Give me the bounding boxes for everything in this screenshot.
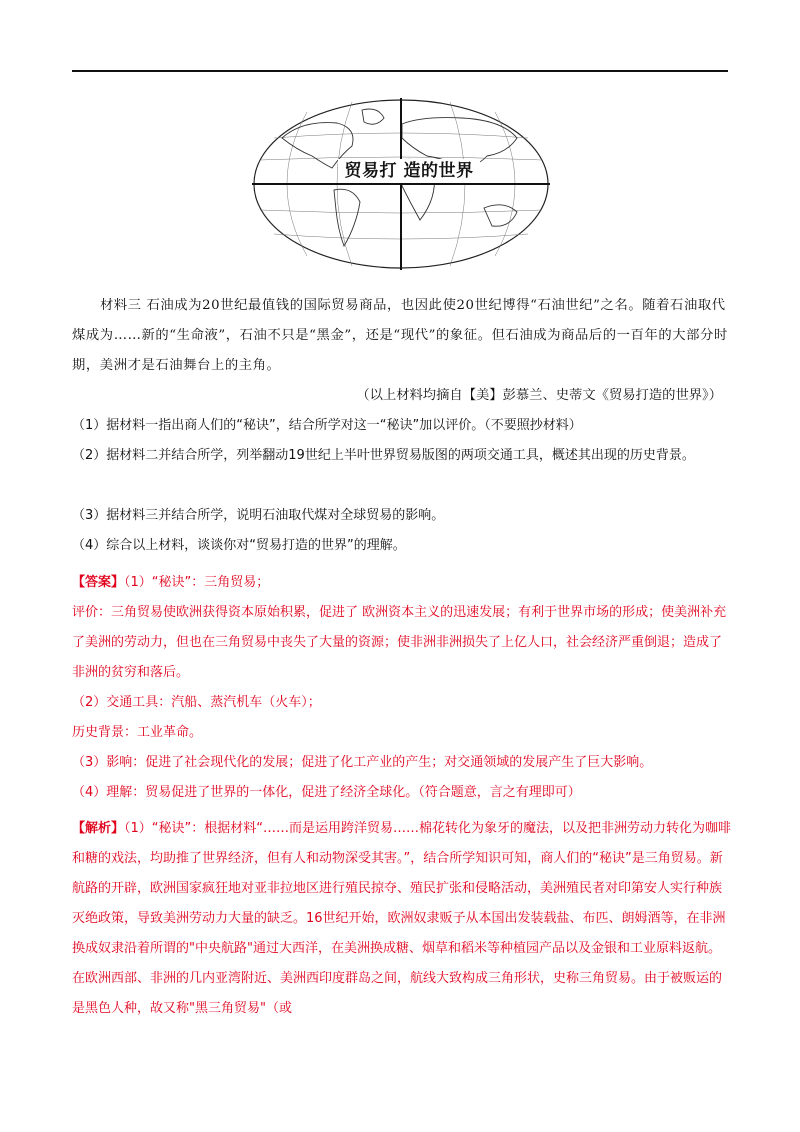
map-title: 贸易打 造的世界 [338,159,480,183]
header-rule [72,70,728,72]
answer-evaluation: 评价：三角贸易使欧洲获得资本原始积累，促进了 欧洲资本主义的迅速发展；有利于世界市场的形成；使美洲补充了美洲的劳动力，但也在三角贸易中丧失了大量的资源；使非洲非洲损失了上亿人口，社会经济严重倒退；造成了非洲的贫穷和落后。 [72,605,727,680]
answer-line-1 [72,568,732,598]
analysis-text: （1）“秘诀”：根据材料“……而是运用跨洋贸易……棉花转化为象牙的魔法，以及把非洲劳动力转化为咖啡和糖的戏法，均助推了世界经济，但有人和动物深受其害。”，结合所学知识可知，商人们的“秘诀”是三角贸易。新航路的开辟，欧洲国家疯狂地对亚非拉地区进行殖民掠夺、殖民扩张和侵略活动，美洲殖民者对印第安人实行种族灭绝政策，导致美洲劳动力大量的缺乏。16世纪开始，欧洲奴隶贩子从本国出发装载盐、布匹、朗姆酒等，在非洲换成奴隶沿着所谓的"中央航路"通过大西洋，在美洲换成糖、烟草和稻米等种植园产品以及金银和工业原料返航。在欧洲西部、非洲的几内亚湾附近、美洲西印度群岛之间，航线大致构成三角形状，史称三角贸易。由于被贩运的是黑色人种，故又称"黑三角贸易"（或 [72,821,731,1016]
question-1: （1）据材料一指出商人们的“秘诀”，结合所学对这一“秘诀”加以评价。（不要照抄材料） [72,418,582,433]
answer-tag: 【答案】 [72,575,125,590]
answer-background: 历史背景：工业革命。 [72,725,203,740]
question-4: （4）综合以上材料，谈谈你对“贸易打造的世界”的理解。 [72,538,406,553]
answer-3: （3）影响：促进了社会现代化的发展；促进了化工产业的产生；对交通领域的发展产生了巨大影响。 [72,755,653,770]
material-source: （以上材料均摘自【美】彭慕兰、史蒂文《贸易打造的世界》） [356,388,722,403]
question-2: （2）据材料二并结合所学，列举翻动19世纪上半叶世界贸易版图的两项交通工具，概述其出现的历史背景。 [72,448,695,463]
question-3: （3）据材料三并结合所学，说明石油取代煤对全球贸易的影响。 [72,508,445,523]
material-three: 材料三 石油成为20世纪最值钱的国际贸易商品，也因此使20世纪博得“石油世纪”之名。随着石油取代煤成为……新的“生命液”，石油不只是“黑金”，还是“现代”的象征。但石油成为商品后的一百年的大部分时期，美洲才是石油舞台上的主角。 [72,298,728,373]
answer-4: （4）理解：贸易促进了世界的一体化，促进了经济全球化。（符合题意，言之有理即可） [72,785,581,800]
answer-2: （2）交通工具：汽船、蒸汽机车（火车）； [72,695,321,710]
world-map-image [252,98,550,270]
analysis-tag: 【解析】 [72,821,125,836]
answer-1: （1）“秘诀”：三角贸易； [124,575,270,590]
analysis-block [72,814,732,1024]
